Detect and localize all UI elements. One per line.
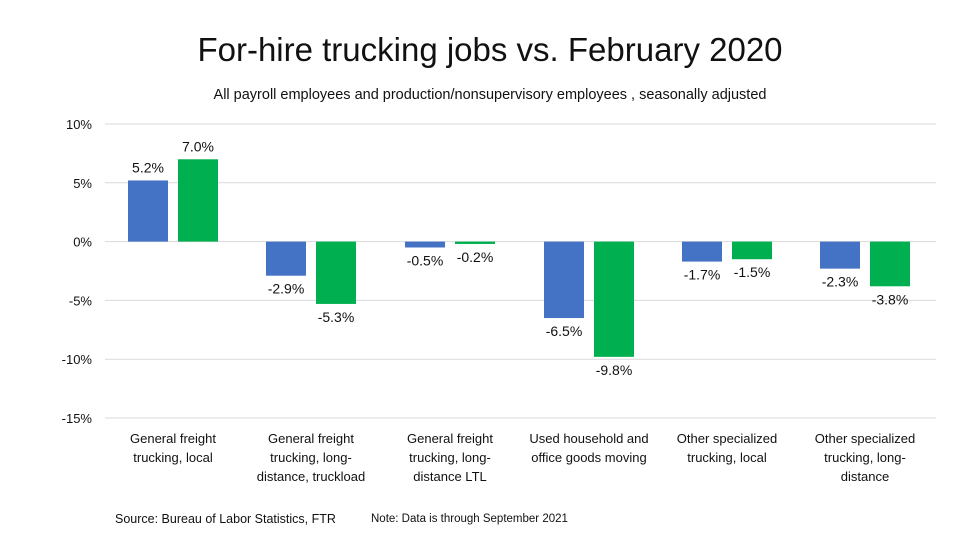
bar-series1	[820, 242, 860, 269]
chart-title: For-hire trucking jobs vs. February 2020	[197, 31, 783, 68]
y-tick-label: 10%	[65, 117, 92, 132]
bar-series1	[266, 242, 306, 276]
data-label: -1.7%	[683, 266, 721, 283]
y-tick-label: -10%	[61, 352, 92, 368]
bar-series2	[178, 159, 218, 241]
category-label: General freight trucking, long-distance, truckload	[256, 431, 366, 484]
data-label: 7.0%	[182, 138, 214, 155]
data-label: -3.8%	[871, 291, 909, 308]
data-label: 5.2%	[132, 159, 164, 176]
bar-series1	[405, 242, 445, 248]
category-label: General freight trucking, local	[130, 431, 216, 465]
bar-series2	[870, 242, 910, 287]
data-label: -5.3%	[317, 308, 355, 325]
data-label: -2.9%	[267, 280, 305, 297]
bar-series1	[544, 242, 584, 318]
data-label: -0.5%	[406, 252, 444, 269]
data-label: -6.5%	[545, 323, 583, 340]
y-tick-label: 0%	[73, 234, 92, 250]
y-tick-label: 5%	[73, 175, 92, 191]
data-label: -9.8%	[595, 361, 633, 378]
bar-series1	[128, 180, 168, 241]
y-tick-label: -15%	[61, 411, 92, 426]
data-note: Note: Data is through September 2021	[371, 513, 568, 525]
category-label: Used household and office goods moving	[529, 431, 649, 465]
category-label: Other specialized trucking, local	[676, 431, 778, 465]
chart-subtitle: All payroll employees and production/nonsupervisory employees , seasonally adjusted	[213, 87, 767, 103]
bar-series2	[594, 242, 634, 357]
bar-series1	[682, 242, 722, 262]
data-label: -0.2%	[456, 248, 494, 265]
data-label: -1.5%	[733, 264, 771, 281]
y-tick-label: -5%	[68, 293, 92, 309]
bar-series2	[455, 242, 495, 244]
bar-series2	[732, 242, 772, 260]
bar-series2	[316, 242, 356, 304]
source-note: Source: Bureau of Labor Statistics, FTR	[115, 512, 336, 526]
category-label: General freight trucking, long-distance LTL	[407, 431, 493, 484]
category-label: Other specialized trucking, long-distance	[814, 431, 916, 484]
data-label: -2.3%	[821, 273, 859, 290]
